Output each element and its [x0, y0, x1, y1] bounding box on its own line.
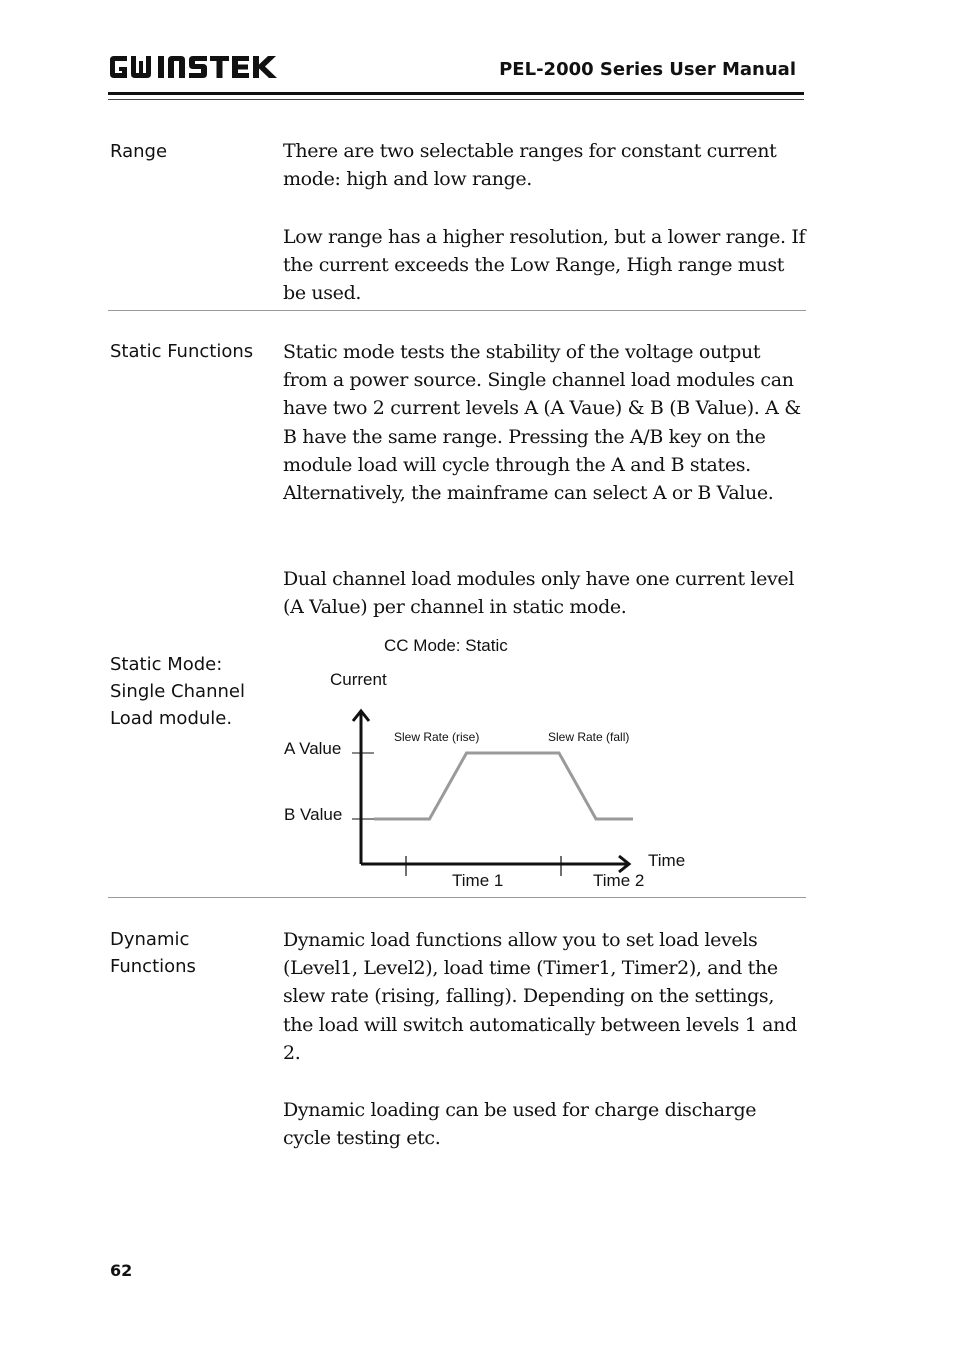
y-tick-label-b: B Value [284, 805, 343, 824]
x-tick-label-2: Time 2 [593, 871, 645, 890]
range-paragraph-2: Low range has a higher resolution, but a lower range. If the current exceeds the Low Range, High range must be used. [283, 226, 806, 305]
x-axis-label: Time [648, 851, 686, 870]
range-paragraph-1: There are two selectable ranges for constant current mode: high and low range. [283, 140, 777, 191]
section-label-dynamic-functions: Dynamic Functions [110, 929, 196, 977]
section-label-static-functions: Static Functions [110, 341, 254, 362]
annotation-slew-rise: Slew Rate (rise) [394, 730, 480, 744]
y-axis-label: Current [330, 670, 387, 689]
y-tick-label-a: A Value [284, 739, 342, 758]
section-divider [108, 897, 806, 898]
section-label-range: Range [110, 141, 168, 162]
dynamic-paragraph-1: Dynamic load functions allow you to set load levels (Level1, Level2), load time (Timer1, Timer2), and the slew rate (rising, falling). Depending on the settings, the load will switch automatically between levels 1 and 2. [283, 929, 797, 1064]
dynamic-paragraph-2: Dynamic loading can be used for charge discharge cycle testing etc. [283, 1099, 757, 1150]
static-paragraph-2: Dual channel load modules only have one current level (A Value) per channel in static mode. [283, 568, 795, 619]
annotation-slew-fall: Slew Rate (fall) [548, 730, 630, 744]
manual-title: PEL-2000 Series User Manual [499, 59, 796, 80]
current-waveform [374, 753, 633, 819]
chart-title: CC Mode: Static [384, 636, 508, 655]
page-number: 62 [110, 1261, 133, 1280]
section-label-static-mode: Static Mode: Single Channel Load module. [110, 654, 245, 729]
static-paragraph-1: Static mode tests the stability of the voltage output from a power source. Single channel load modules can have two 2 current levels A (A Vaue) & B (B Value). A & B have the same range. Pressing the A/B key on the module load will cycle through the A and B states. Alternatively, the mainframe can select A or B Value. [283, 341, 801, 505]
x-tick-label-1: Time 1 [452, 871, 504, 890]
